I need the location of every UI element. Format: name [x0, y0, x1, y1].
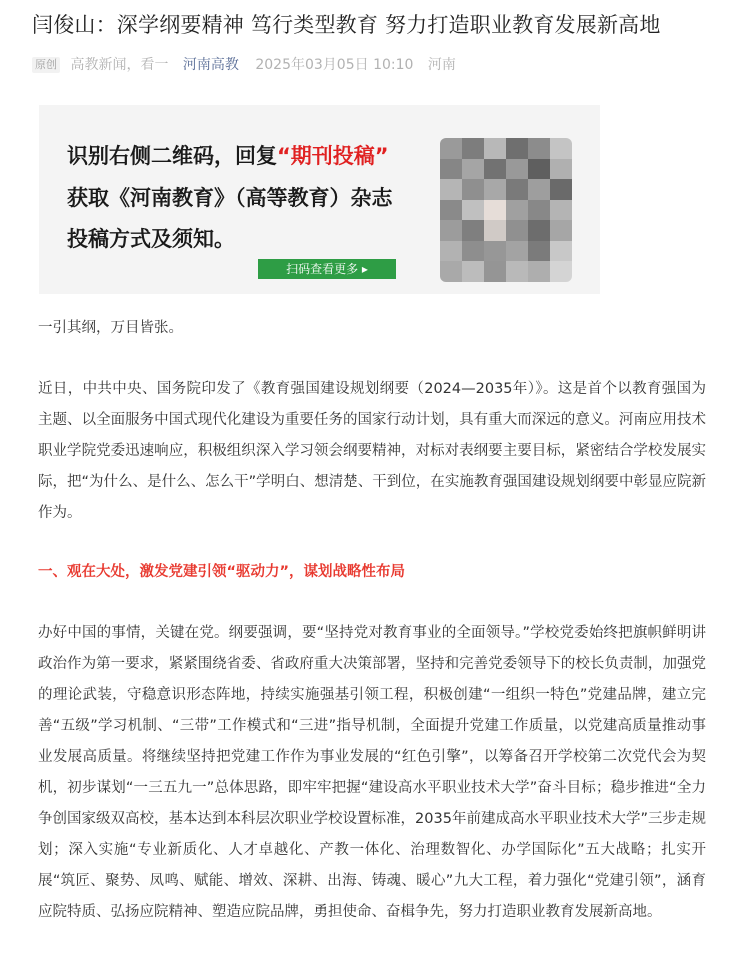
- qr-pixel: [484, 261, 506, 282]
- qr-pixel: [484, 159, 506, 180]
- source-text: 高教新闻，看一: [70, 57, 169, 73]
- qr-pixel: [484, 200, 506, 221]
- qr-pixel: [462, 138, 484, 159]
- qr-pixel: [550, 179, 572, 200]
- qr-pixel: [528, 179, 550, 200]
- body-paragraph-2: 办好中国的事情，关键在党。纲要强调，要“坚持党对教育事业的全面领导。”学校党委始终把旗帜鲜明讲政治作为第一要求，紧紧围绕省委、省政府重大决策部署，坚持和完善党委领导下的校长负责制，加强党的理论武装，守稳意识形态阵地，持续实施强基引领工程，积极创建“一组织一特色”党建品牌，建立完善“五级”学习机制、“三带”工作模式和“三进”指导机制，全面提升党建工作质量，以党建高质量推动事业发展高质量。将继续坚持把党建工作作为事业发展的“红色引擎”，以筹备召开学校第二次党代会为契机，初步谋划“一三五九一”总体思路，即牢牢把握“建设高水平职业技术大学”奋斗目标；稳步推进“全力争创国家级双高校，基本达到本科层次职业学校设置标准，2035年前建成高水平职业技术大学”三步走规划；深入实施“专业新质化、人才卓越化、产教一体化、治理数智化、办学国际化”五大战略；扎实开展“筑匠、聚势、凤鸣、赋能、增效、深耕、出海、铸魂、暖心”九大工程，着力强化“党建引领”，涵育应院特质、弘扬应院精神、塑造应院品牌，勇担使命、奋楫争先，努力打造职业教育发展新高地。: [38, 625, 706, 920]
- banner-highlight-text: “期刊投稿”: [277, 144, 389, 168]
- qr-pixel: [506, 261, 528, 282]
- qr-pixel: [506, 159, 528, 180]
- qr-pixel: [506, 179, 528, 200]
- intro-paragraph: 一引其纲，万目皆张。: [38, 320, 183, 336]
- qr-pixel: [484, 179, 506, 200]
- qr-pixel: [484, 241, 506, 262]
- qr-pixel: [462, 179, 484, 200]
- account-name-link[interactable]: 河南高教: [182, 57, 239, 73]
- qr-pixel: [528, 220, 550, 241]
- qr-pixel: [528, 261, 550, 282]
- original-badge: 原创: [32, 57, 60, 73]
- qr-pixel: [462, 159, 484, 180]
- qr-pixel: [440, 138, 462, 159]
- qr-pixel: [528, 241, 550, 262]
- qr-pixel: [440, 220, 462, 241]
- banner-line-1: [67, 141, 389, 171]
- qr-pixel: [528, 159, 550, 180]
- qr-pixel: [550, 220, 572, 241]
- qr-pixel: [550, 261, 572, 282]
- qr-code-image[interactable]: [440, 138, 572, 282]
- banner-line-3: 投稿方式及须知。: [67, 227, 235, 251]
- publish-location: 河南: [427, 57, 456, 73]
- body-paragraph-1: 近日，中共中央、国务院印发了《教育强国建设规划纲要（2024—2035年）》。这是首个以教育强国为主题、以全面服务中国式现代化建设为重要任务的国家行动计划，具有重大而深远的意义。河南应用技术职业学院党委迅速响应，积极组织深入学习领会纲要精神，对标对表纲要主要目标，紧密结合学校发展实际，把“为什么、是什么、怎么干”学明白、想清楚、干到位，在实施教育强国建设规划纲要中彰显应院新作为。: [38, 381, 706, 521]
- qr-pixel: [506, 241, 528, 262]
- qr-pixel: [550, 159, 572, 180]
- qr-pixel: [440, 241, 462, 262]
- qr-pixel: [506, 200, 528, 221]
- qr-pixel: [528, 200, 550, 221]
- article-title: 闫俊山：深学纲要精神 笃行类型教育 努力打造职业教育发展新高地: [32, 13, 661, 37]
- banner-line-2: 获取《河南教育》（高等教育）杂志: [67, 186, 393, 210]
- qr-pixel: [484, 220, 506, 241]
- section-heading-1: 一、观在大处，激发党建引领“驱动力”，谋划战略性布局: [38, 564, 406, 580]
- qr-pixel: [462, 241, 484, 262]
- qr-pixel: [440, 159, 462, 180]
- qr-pixel: [550, 241, 572, 262]
- qr-pixel: [462, 220, 484, 241]
- qr-pixel: [462, 200, 484, 221]
- qr-pixel: [440, 200, 462, 221]
- qr-pixel: [440, 261, 462, 282]
- qr-pixel: [550, 138, 572, 159]
- article-meta: [32, 54, 456, 76]
- publish-time: 2025年03月05日 10:10: [255, 57, 414, 73]
- qr-pixel: [550, 200, 572, 221]
- qr-pixel: [440, 179, 462, 200]
- qr-pixel: [506, 220, 528, 241]
- qr-pixel: [484, 138, 506, 159]
- qr-pixel: [506, 138, 528, 159]
- qr-pixel: [528, 138, 550, 159]
- qr-pixel: [462, 261, 484, 282]
- promo-banner-image[interactable]: [39, 105, 600, 294]
- banner-line-1-text: 识别右侧二维码，回复: [67, 144, 277, 168]
- scan-more-button[interactable]: 扫码查看更多 ▸: [258, 259, 396, 279]
